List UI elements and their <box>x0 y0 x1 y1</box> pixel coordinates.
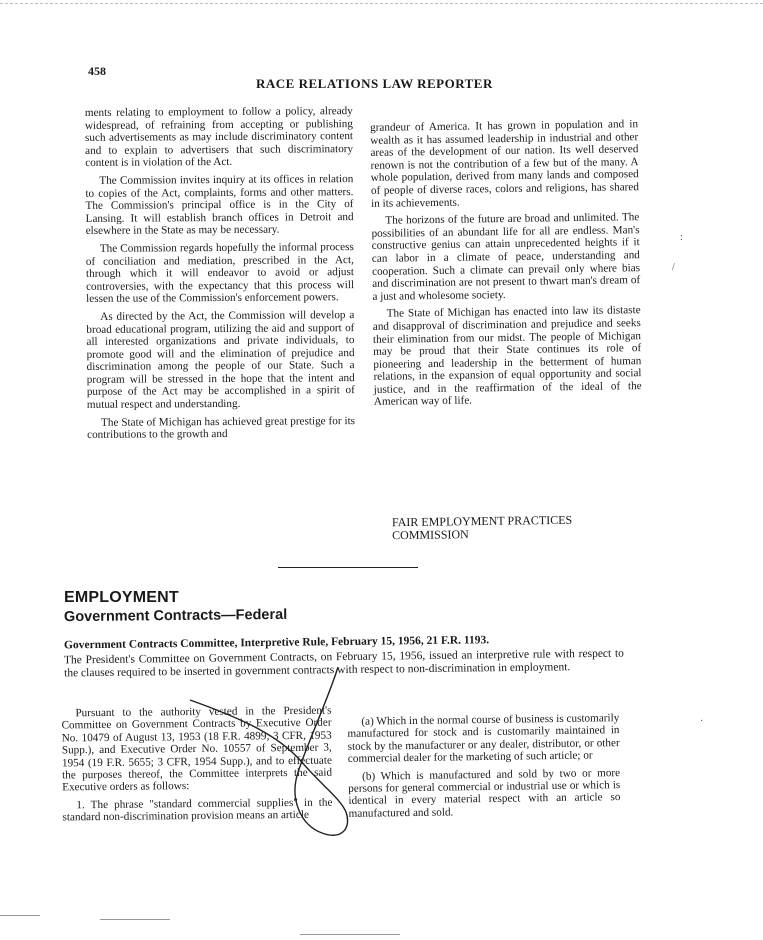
signature-block <box>392 514 573 543</box>
paragraph: The Commission invites inquiry at its offices in relation to copies of the Act, complaints, forms and other matters. The Commission's principal office is in the City of Lansing. It will establish branch offices in Detroit and elsewhere in the State as may be necessary. <box>85 173 354 238</box>
scan-speck: · <box>700 716 704 727</box>
bottom-right-column <box>347 712 620 825</box>
scan-speck: / <box>672 262 675 273</box>
scan-top-edge <box>0 3 763 4</box>
scan-edge-mark <box>300 934 400 935</box>
page-number: 458 <box>88 64 106 78</box>
paragraph: The State of Michigan has enacted into law its distaste and disapproval of discrimination and prejudice and seeks their elimination from our midst. The people of Michigan may be proud that their State continues its role of pioneering and leadership in the betterment of human relations, in the expansion of equal opportunity and social justice, and in the reaffirmation of the ideal of the American way of life. <box>372 304 642 409</box>
bottom-left-column <box>61 705 332 829</box>
paragraph: The Commission regards hopefully the informal process of conciliation and mediation, prescribed in the Act, through which it will endeavor to avoid or adjust controversies, with the expectancy that this process will lessen the use of the Commission's enforcement powers. <box>85 241 355 306</box>
paragraph: (a) Which in the normal course of business is customarily manufactured for stock and is customarily maintained in stock by the manufacturer or any dealer, distributor, or other commercial dealer for the marketing of such article; or <box>347 712 620 766</box>
signature-line: COMMISSION <box>391 527 469 543</box>
section-heading: EMPLOYMENT <box>64 589 179 606</box>
case-title: Government Contracts Committee, Interpretive Rule, February 15, 1956, 21 F.R. 1193. <box>63 634 490 652</box>
paragraph: The horizons of the future are broad and unlimited. The possibilities of an abundant life for all are endless. Man's constructive genius can attain unprecedented heights if it can labor in a climate of peace, understanding and cooperation. Such a climate can prevail only where bias and discrimination are not present to thwart man's dream of a just and wholesome society. <box>371 211 641 303</box>
left-column <box>85 105 355 447</box>
section-subheading: Government Contracts—Federal <box>63 606 288 626</box>
section-divider <box>278 567 418 568</box>
running-head: RACE RELATIONS LAW REPORTER <box>256 76 493 91</box>
paragraph: 1. The phrase "standard commercial supplies" in the standard non-discrimination provision means an article <box>62 796 333 824</box>
paragraph: ments relating to employment to follow a policy, already widespread, of refraining from accepting or publishing such advertisements as may include discriminatory content and to explain to advertisers that such discriminatory content is in violation of the Act. <box>84 105 354 170</box>
paragraph: Pursuant to the authority vested in the President's Committee on Government Contracts by Executive Order No. 10479 of August 13, 1953 (18 F.R. 4899; 3 CFR, 1953 Supp.), and Executive Order No. 10557 of September 3, 1954 (19 F.R. 5655; 3 CFR, 1954 Supp.), and to effectuate the purposes thereof, the Committee interprets the said Executive orders as follows: <box>61 704 333 794</box>
paragraph: grandeur of America. It has grown in population and in wealth as it has assumed leadership in industrial and other areas of the development of our nation. Its well deserved renown is not the contribution of a few but of the many. A whole population, derived from many lands and composed of people of diverse races, colors and religions, has shared in its achievements. <box>369 118 639 210</box>
signature-line: FAIR EMPLOYMENT PRACTICES <box>391 512 573 530</box>
scan-speck: : <box>680 232 683 243</box>
case-intro: The President's Committee on Government Contracts, on February 15, 1956, issued an interpretive rule with respect to the clauses required to be inserted in government contracts with respect to non-discrimination in employment. <box>63 647 624 680</box>
scan-edge-mark <box>0 915 40 916</box>
scan-edge-mark <box>100 919 170 920</box>
paragraph: (b) Which is manufactured and sold by two or more persons for general commercial or industrial use or which is identical in every material respect with an article so manufactured and sold. <box>348 766 621 820</box>
paragraph: As directed by the Act, the Commission will develop a broad educational program, utilizing the aid and support of all interested organizations and private individuals, to promote good will and the elimination of prejudice and discrimination among the people of our State. Such a program will be stressed in the hope that the intent and purpose of the Act may be accomplished in a spirit of mutual respect and understanding. <box>86 308 355 411</box>
right-column <box>370 118 642 414</box>
paragraph: The State of Michigan has achieved great prestige for its contributions to the growth and <box>87 414 356 442</box>
